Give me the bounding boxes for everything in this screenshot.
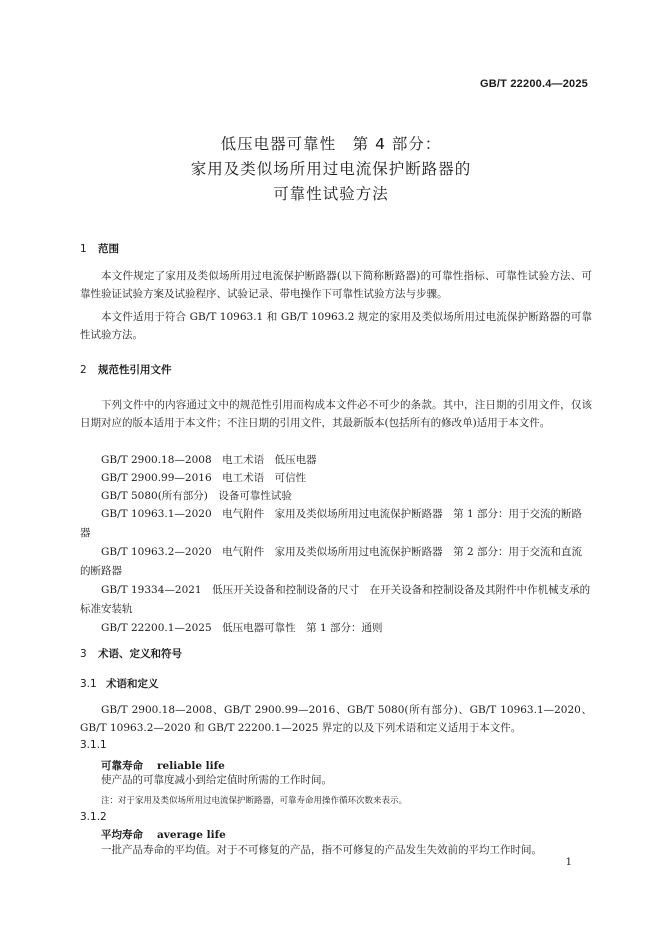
section-title: 规范性引用文件 (98, 364, 172, 376)
section-title: 范围 (98, 243, 119, 255)
term-heading (101, 827, 226, 842)
term-note: 注：对于家用及类似场所用过电流保护断路器，可靠寿命用操作循环次数来表示。 (101, 796, 408, 806)
term-definition: 使产品的可靠度减小到给定值时所需的工作时间。 (101, 774, 332, 786)
title-line-3: 可靠性试验方法 (273, 185, 389, 203)
normative-references-intro: 下列文件中的内容通过文中的规范性引用而构成本文件必不可少的条款。其中，注日期的引用文件，仅该日期对应的版本适用于本文件；不注日期的引用文件，其最新版本(包括所有的修改单)适用于本文件。 (80, 399, 592, 429)
reference-item: GB/T 10963.2—2020 电气附件 家用及类似场所用过电流保护断路器 第 2 部分：用于交流和直流的断路器 (80, 546, 582, 577)
section-title: 术语、定义和符号 (98, 648, 182, 660)
section-2-heading (80, 362, 172, 377)
term-zh: 平均寿命 (101, 829, 143, 841)
terms-intro-paragraph: GB/T 2900.18—2008、GB/T 2900.99—2016、GB/T 5080(所有部分)、GB/T 10963.1—2020、GB/T 10963.2—2020 和 GB/T 22200.1—2025 界定的以及下列术语和定义适用于本文件。 (80, 704, 592, 734)
reference-item: GB/T 2900.99—2016 电工术语 可信性 (101, 472, 307, 484)
page-number: 1 (565, 857, 572, 868)
term-zh: 可靠寿命 (101, 760, 143, 772)
scope-paragraph-2: 本文件适用于符合 GB/T 10963.1 和 GB/T 10963.2 规定的家用及类似场所用过电流保护断路器的可靠性试验方法。 (80, 311, 592, 341)
term-heading (101, 758, 225, 773)
title-line-1: 低压电器可靠性 第 4 部分： (220, 135, 442, 153)
section-number: 2 (80, 364, 87, 376)
reference-item: GB/T 2900.18—2008 电工术语 低压电器 (101, 454, 317, 466)
section-1-heading (80, 241, 119, 256)
scope-paragraph-1: 本文件规定了家用及类似场所用过电流保护断路器(以下简称断路器)的可靠性指标、可靠性试验方法、可靠性验证试验方案及试验程序、试验记录、带电操作下可靠性试验方法与步骤。 (80, 270, 592, 300)
standard-code: GB/T 22200.4—2025 (480, 78, 588, 90)
section-number: 1 (80, 243, 87, 255)
reference-item: GB/T 5080(所有部分) 设备可靠性试验 (101, 490, 292, 502)
reference-item: GB/T 22200.1—2025 低压电器可靠性 第 1 部分：通则 (101, 622, 383, 634)
title-line-2: 家用及类似场所用过电流保护断路器的 (190, 160, 472, 178)
term-definition: 一批产品寿命的平均值。对于不可修复的产品，指不可修复的产品发生失效前的平均工作时间。 (101, 844, 542, 856)
term-number: 3.1.2 (80, 811, 107, 823)
subsection-title: 术语和定义 (106, 678, 159, 690)
term-number: 3.1.1 (80, 739, 107, 751)
reference-item: GB/T 10963.1—2020 电气附件 家用及类似场所用过电流保护断路器 第 1 部分：用于交流的断路器 (80, 508, 582, 539)
document-title (0, 132, 662, 207)
reference-item: GB/T 19334—2021 低压开关设备和控制设备的尺寸 在开关设备和控制设备及其附件中作机械支承的标准安装轨 (80, 584, 591, 615)
section-number: 3 (80, 648, 87, 660)
term-en: average life (157, 829, 226, 841)
term-en: reliable life (157, 760, 225, 772)
section-3-heading (80, 646, 182, 661)
subsection-number: 3.1 (80, 678, 97, 690)
subsection-3-1-heading (80, 676, 159, 691)
